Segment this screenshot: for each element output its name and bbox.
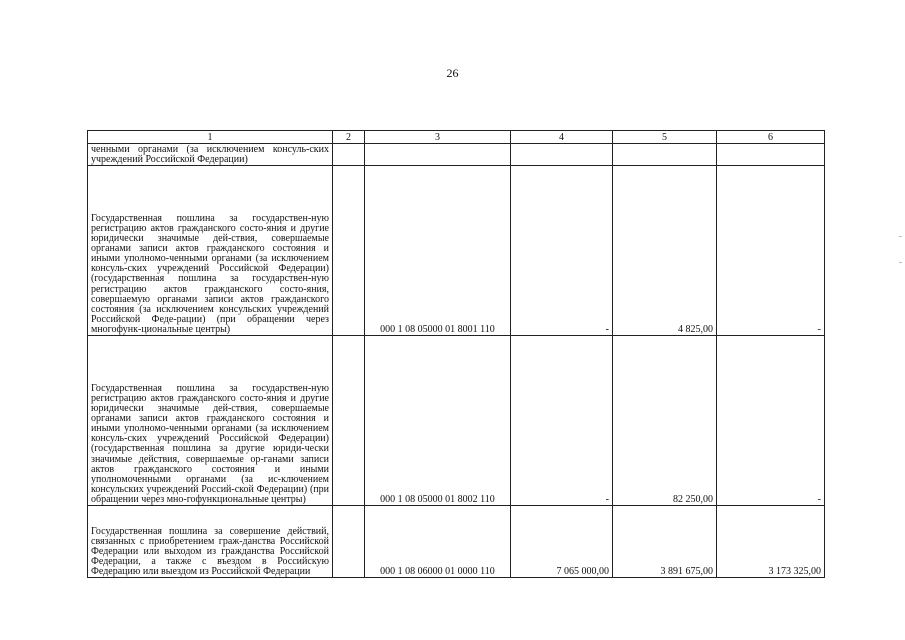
table-row — [88, 166, 825, 336]
scan-margin-mark — [899, 236, 902, 237]
row-col6: 3 173 325,00 — [717, 506, 825, 578]
row-code: 000 1 08 05000 01 8001 110 — [365, 166, 511, 336]
budget-table — [87, 130, 825, 578]
table-row — [88, 506, 825, 578]
row-description: Государственная пошлина за государствен-ную регистрацию актов гражданского состо-яния и другие юридически значимые дей-ствия, совершаемые органами записи актов гражданского состояния и иными уполномо-ченными органами (за исключением консуль-ских учреждений Российской Федерации) (государственная пошлина за другие юриди-чески значимые действия, совершаемые ор-ганами записи актов гражданского состояния и иными уполномоченными органами (за ис-ключением консульских учреждений Россий-ской Федерации) (при обращении через мно-гофункциональные центры) — [88, 336, 333, 506]
row-code — [365, 144, 511, 166]
column-header: 6 — [717, 131, 825, 144]
row-col5: 82 250,00 — [613, 336, 717, 506]
page-number: 26 — [446, 66, 459, 80]
row-col4: 7 065 000,00 — [511, 506, 613, 578]
row-description: Государственная пошлина за государствен-ную регистрацию актов гражданского состо-яния и другие юридически значимые дей-ствия, совершаемые органами записи актов гражданского состояния и иными уполномо-ченными органами (за исключением консуль-ских учреждений Российской Федерации) (государственная пошлина за государствен-ную регистрацию актов гражданского состо-яния, совершаемую органами записи актов гражданского состояния (за исключением консульских учреждений Российской Феде-рации) (при обращении через многофунк-циональные центры) — [88, 166, 333, 336]
row-col6 — [717, 144, 825, 166]
row-code: 000 1 08 06000 01 0000 110 — [365, 506, 511, 578]
column-header: 5 — [613, 131, 717, 144]
row-description: Государственная пошлина за совершение действий, связанных с приобретением граж-данства Российской Федерации или выходом из гражданства Российской Федерации, а также с въездом в Российскую Федерацию или выездом из Российской Федерации — [88, 506, 333, 578]
row-col2 — [333, 336, 365, 506]
row-col5 — [613, 144, 717, 166]
row-col6: - — [717, 336, 825, 506]
column-header: 3 — [365, 131, 511, 144]
table-row — [88, 336, 825, 506]
row-col4: - — [511, 336, 613, 506]
row-col4 — [511, 144, 613, 166]
row-col2 — [333, 506, 365, 578]
table-header-row — [88, 131, 825, 144]
column-header: 4 — [511, 131, 613, 144]
row-col6: - — [717, 166, 825, 336]
row-description: ченными органами (за исключением консуль-ских учреждений Российской Федерации) — [88, 144, 333, 166]
row-col4: - — [511, 166, 613, 336]
row-code: 000 1 08 05000 01 8002 110 — [365, 336, 511, 506]
row-col2 — [333, 144, 365, 166]
row-col2 — [333, 166, 365, 336]
column-header: 1 — [88, 131, 333, 144]
row-col5: 4 825,00 — [613, 166, 717, 336]
scan-margin-mark — [899, 262, 902, 263]
row-col5: 3 891 675,00 — [613, 506, 717, 578]
table-row — [88, 144, 825, 166]
column-header: 2 — [333, 131, 365, 144]
